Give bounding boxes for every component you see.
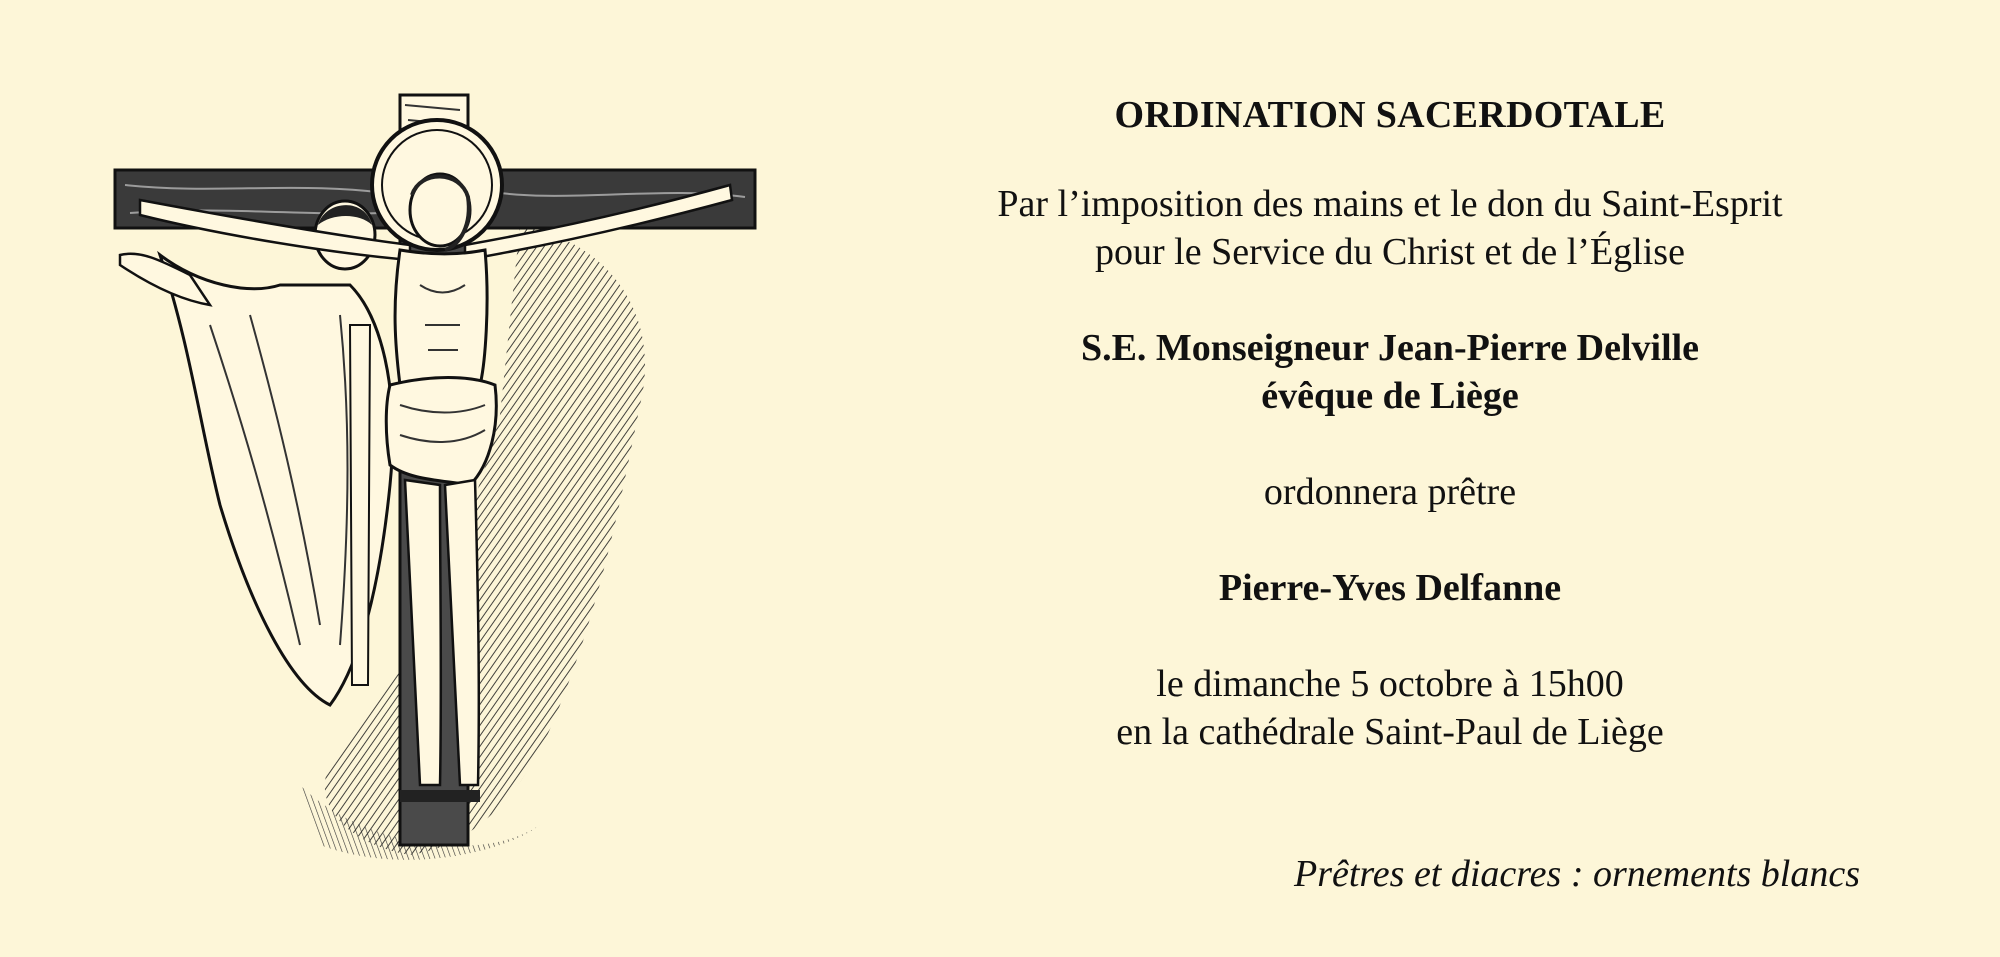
action-text: ordonnera prêtre [1263, 471, 1517, 513]
page-title: ORDINATION SACERDOTALE [1114, 94, 1666, 136]
event-place: en la cathédrale Saint-Paul de Liège [1116, 711, 1664, 753]
bishop-name: S.E. Monseigneur Jean-Pierre Delville [1080, 327, 1700, 369]
intro-line-2: pour le Service du Christ et de l’Église [1095, 231, 1685, 273]
crucifix-icon [100, 85, 780, 875]
ordinand-name: Pierre-Yves Delfanne [1218, 567, 1562, 609]
crucifix-illustration [100, 85, 780, 875]
intro-line-1: Par l’imposition des mains et le don du Saint-Esprit [997, 183, 1783, 225]
bishop-role: évêque de Liège [1261, 375, 1519, 417]
event-date: le dimanche 5 octobre à 15h00 [1156, 663, 1624, 705]
invitation-text [880, 86, 1900, 756]
dress-note: Prêtres et diacres : ornements blancs [1293, 853, 1860, 895]
